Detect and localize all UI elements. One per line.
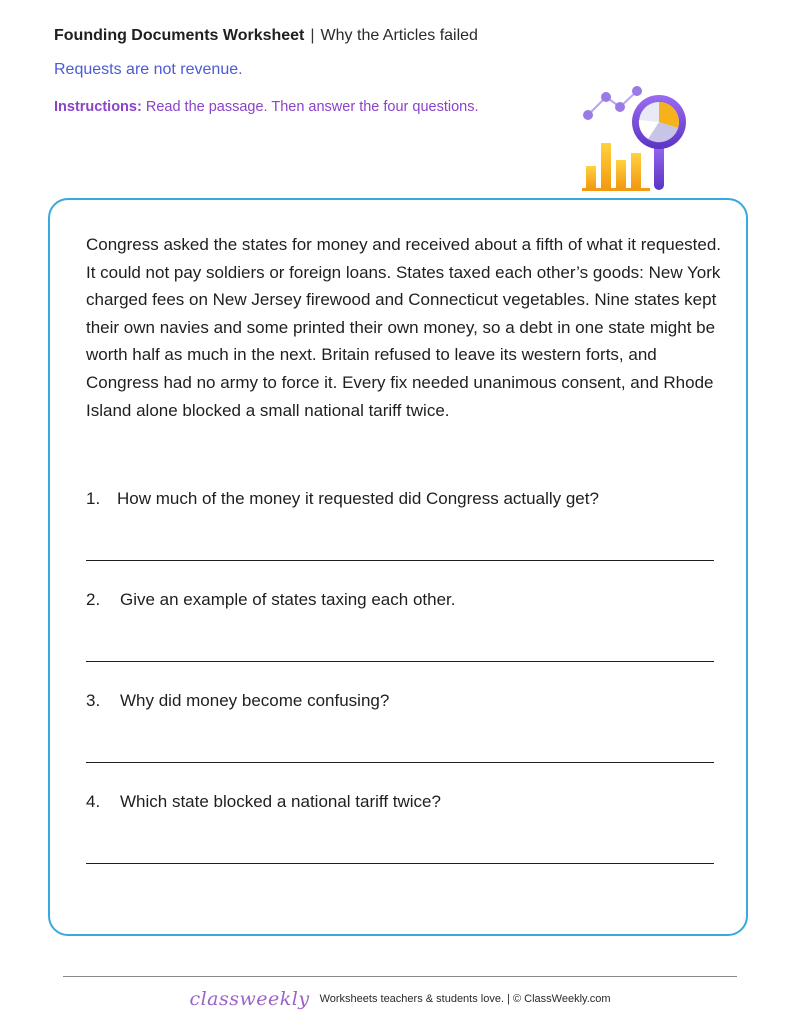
instructions-label: Instructions: — [54, 99, 142, 115]
instructions-text: Read the passage. Then answer the four questions. — [145, 99, 479, 115]
reading-passage: Congress asked the states for money and received about a fifth of what it requested. It could not pay soldiers or foreign loans. States taxed each other’s goods: New York charged fees on New Jersey firewood and Connecticut vegetables. Nine states kept their own navies and some printed their own money, so a debt in one state might be worth half as much in the next. Britain refused to leave its western forts, and Congress had no army to force it. Every fix needed unanimous consent, and Rhode Island alone blocked a small national tariff twice. — [86, 235, 722, 420]
answer-line-3[interactable] — [86, 762, 714, 763]
question-number: 1. — [86, 489, 101, 508]
footer-divider — [63, 976, 737, 977]
question-3 — [86, 690, 389, 712]
worksheet-title: Founding Documents Worksheet — [54, 27, 305, 44]
question-text: Why did money become confusing? — [120, 691, 390, 710]
question-number: 4. — [86, 792, 101, 811]
answer-line-1[interactable] — [86, 560, 714, 561]
worksheet-subtitle: Why the Articles failed — [320, 27, 478, 44]
footer-text: Worksheets teachers & students love. | © ClassWeekly.com — [319, 993, 611, 1005]
header-separator: | — [310, 27, 315, 44]
footer-brand-logo: classweekly — [189, 988, 310, 1010]
bar-icon-group — [582, 143, 650, 191]
question-4 — [86, 791, 441, 813]
answer-line-2[interactable] — [86, 661, 714, 662]
question-text: Give an example of states taxing each other. — [120, 590, 456, 609]
question-1 — [86, 488, 599, 510]
footer — [0, 988, 800, 1010]
worksheet-header — [54, 26, 478, 46]
question-number: 2. — [86, 590, 101, 609]
instructions — [54, 97, 479, 117]
question-number: 3. — [86, 691, 101, 710]
question-2 — [86, 589, 455, 611]
tagline: Requests are not revenue. — [54, 61, 243, 78]
magnifier-chart-icon — [578, 80, 690, 194]
answer-line-4[interactable] — [86, 863, 714, 864]
question-text: Which state blocked a national tariff twice? — [120, 792, 441, 811]
question-text: How much of the money it requested did Congress actually get? — [117, 489, 599, 508]
